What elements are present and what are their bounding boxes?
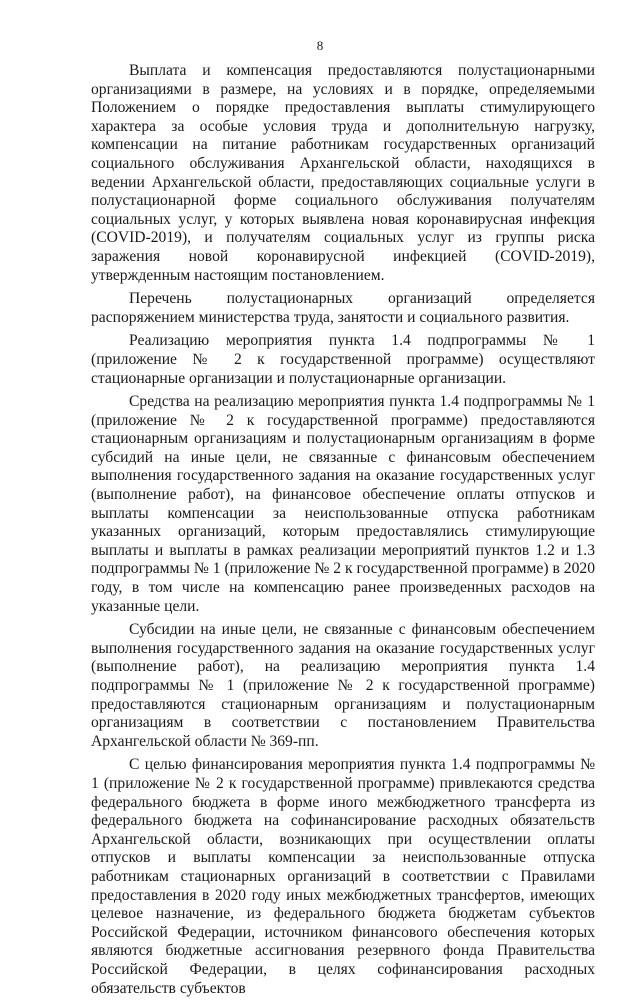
page-number: 8 [316,38,324,53]
paragraph-subsidy-procedure: Субсидии на иные цели, не связанные с финансовым обеспечением выполнения государственного задания на оказание государственных услуг (выполнение работ), на реализацию мероприятия пункта 1.4 подпрограммы № 1 (приложение № 2 к государственной программе) предоставляются стационарным организациям и полустационарным организациям в соответствии с постановлением Правительства Архангельской области № 369-пп. [91,621,595,750]
document-body [91,62,595,1003]
paragraph-funding-subsidies: Средства на реализацию мероприятия пункта 1.4 подпрограммы № 1 (приложение № 2 к государственной программе) предоставляются стационарным организациям и полустационарным организациям в форме субсидий на иные цели, не связанные с финансовым обеспечением выполнения государственного задания на оказание государственных услуг (выполнение работ), на финансовое обеспечение оплаты отпусков и выплаты компенсации за неиспользованные отпуска работникам указанных организаций, которым предоставлялись стимулирующие выплаты и выплаты в рамках реализации мероприятий пунктов 1.2 и 1.3 подпрограммы № 1 (приложение № 2 к государственной программе) в 2020 году, в том числе на компенсацию ранее произведенных расходов на указанные цели. [91,393,595,615]
paragraph-organization-list: Перечень полустационарных организаций определяется распоряжением министерства труда, занятости и социального развития. [91,290,595,326]
paragraph-implementation: Реализацию мероприятия пункта 1.4 подпрограммы № 1 (приложение № 2 к государственной программе) осуществляют стационарные организации и полустационарные организации. [91,332,595,387]
paragraph-federal-funding: С целью финансирования мероприятия пункта 1.4 подпрограммы № 1 (приложение № 2 к государственной программе) привлекаются средства федерального бюджета в форме иного межбюджетного трансферта из федерального бюджета на софинансирование расходных обязательств Архангельской области, возникающих при осуществлении оплаты отпусков и выплаты компенсации за неиспользованные отпуска работникам стационарных организаций в соответствии с Правилами предоставления в 2020 году иных межбюджетных трансфертов, имеющих целевое назначение, из федерального бюджета бюджетам субъектов Российской Федерации, источником финансового обеспечения которых являются бюджетные ассигнования резервного фонда Правительства Российской Федерации, в целях софинансирования расходных обязательств субъектов [91,756,595,997]
paragraph-payment-conditions: Выплата и компенсация предоставляются полустационарными организациями в размере, на условиях и в порядке, определяемыми Положением о порядке предоставления выплаты стимулирующего характера за особые условия труда и дополнительную нагрузку, компенсации на питание работникам государственных организаций социального обслуживания Архангельской области, находящихся в ведении Архангельской области, предоставляющих социальные услуги в полустационарной форме социального обслуживания получателям социальных услуг, у которых выявлена новая коронавирусная инфекция (COVID-2019), и получателям социальных услуг из группы риска заражения новой коронавирусной инфекцией (COVID-2019), утвержденным настоящим постановлением. [91,62,595,284]
